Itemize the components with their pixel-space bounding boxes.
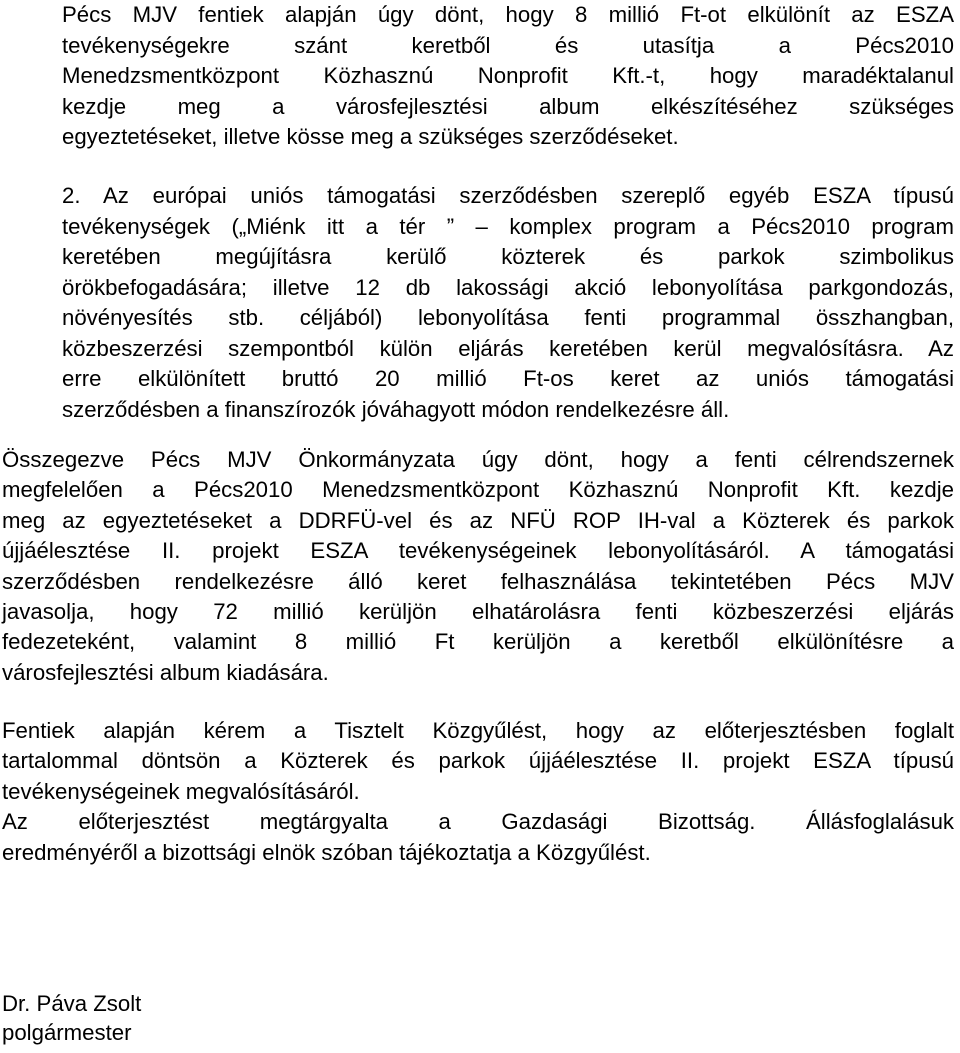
paragraph-line: tevékenységek („Miénk itt a tér ” – komplex program a Pécs2010 program bbox=[62, 213, 954, 239]
paragraph-line: Az előterjesztést megtárgyalta a Gazdasági Bizottság. Állásfoglalásuk bbox=[2, 809, 954, 835]
paragraph-line: szerződésben a finanszírozók jóváhagyott módon rendelkezésre áll. bbox=[62, 396, 730, 422]
signatory-name: Dr. Páva Zsolt bbox=[2, 991, 142, 1016]
paragraph-line: kezdje meg a városfejlesztési album elkészítéséhez szükséges bbox=[62, 93, 954, 119]
paragraph-line: erre elkülönített bruttó 20 millió Ft-os keret az uniós támogatási bbox=[62, 366, 954, 391]
paragraph-line: fedezeteként, valamint 8 millió Ft kerüljön a keretből elkülönítésre a bbox=[2, 629, 954, 655]
paragraph-decision-album bbox=[62, 0, 954, 153]
paragraph-summary bbox=[2, 445, 954, 688]
paragraph-line: Fentiek alapján kérem a Tisztelt Közgyűlést, hogy az előterjesztésben foglalt bbox=[2, 718, 954, 743]
paragraph-line: Összegezve Pécs MJV Önkormányzata úgy dönt, hogy a fenti célrendszernek bbox=[2, 447, 954, 472]
signature-block bbox=[2, 989, 141, 1047]
paragraph-item-2-esza bbox=[62, 181, 954, 425]
paragraph-line: városfejlesztési album kiadására. bbox=[2, 659, 329, 685]
paragraph-line: tevékenységekre szánt keretből és utasítja a Pécs2010 bbox=[62, 32, 954, 58]
paragraph-line: újjáélesztése II. projekt ESZA tevékenységeinek lebonyolításáról. A támogatási bbox=[2, 538, 954, 564]
paragraph-line: közbeszerzési szempontból külön eljárás keretében kerül megvalósításra. Az bbox=[62, 335, 954, 361]
paragraph-line: 2. Az európai uniós támogatási szerződésben szereplő egyéb ESZA típusú bbox=[62, 183, 954, 208]
paragraph-line: megfelelően a Pécs2010 Menedzsmentközpont Közhasznú Nonprofit Kft. kezdje bbox=[2, 477, 954, 503]
paragraph-line: szerződésben rendelkezésre álló keret felhasználása tekintetében Pécs MJV bbox=[2, 568, 954, 594]
paragraph-request bbox=[2, 716, 954, 868]
paragraph-line: egyeztetéseket, illetve kösse meg a szükséges szerződéseket. bbox=[62, 124, 679, 149]
signatory-title: polgármester bbox=[2, 1020, 132, 1045]
paragraph-line: Menedzsmentközpont Közhasznú Nonprofit Kft.-t, hogy maradéktalanul bbox=[62, 63, 954, 88]
paragraph-line: javasolja, hogy 72 millió kerüljön elhatárolásra fenti közbeszerzési eljárás bbox=[2, 599, 954, 625]
paragraph-line: meg az egyeztetéseket a DDRFÜ-vel és az NFÜ ROP IH-val a Közterek és parkok bbox=[2, 507, 954, 533]
paragraph-line: növényesítés stb. céljából) lebonyolítása fenti programmal összhangban, bbox=[62, 305, 954, 330]
paragraph-line: tevékenységeinek megvalósításáról. bbox=[2, 778, 360, 804]
paragraph-line: Pécs MJV fentiek alapján úgy dönt, hogy 8 millió Ft-ot elkülönít az ESZA bbox=[62, 2, 954, 27]
paragraph-line: tartalommal döntsön a Közterek és parkok újjáélesztése II. projekt ESZA típusú bbox=[2, 748, 954, 774]
paragraph-line: keretében megújításra kerülő közterek és parkok szimbolikus bbox=[62, 244, 954, 269]
paragraph-line: örökbefogadására; illetve 12 db lakossági akció lebonyolítása parkgondozás, bbox=[62, 274, 954, 300]
paragraph-line: eredményéről a bizottsági elnök szóban tájékoztatja a Közgyűlést. bbox=[2, 839, 651, 865]
